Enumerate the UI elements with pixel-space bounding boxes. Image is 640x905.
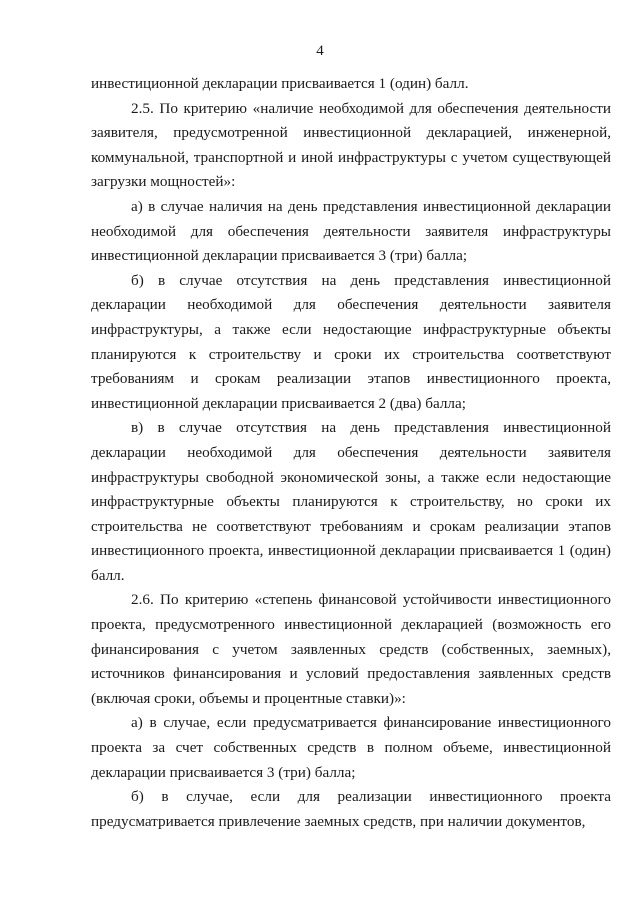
- paragraph-2-5: 2.5. По критерию «наличие необходимой для обеспечения деятельности заявителя, предусмотренной инвестиционной декларацией, инженерной, коммунальной, транспортной и иной инфраструктуры с учетом существующей загрузки мощностей»:: [91, 99, 611, 191]
- paragraph-continuation: инвестиционной декларации присваивается 1 (один) балл.: [91, 75, 469, 92]
- paragraph-2-6: 2.6. По критерию «степень финансовой устойчивости инвестиционного проекта, предусмотренного инвестиционной декларацией (возможность его финансирования с учетом заявленных средств (собственных, заемных), источников финансирования и условий предоставления заявленных средств (включая сроки, объемы и процентные ставки)»:: [91, 591, 611, 707]
- paragraph-2-5-a: а) в случае наличия на день представления инвестиционной декларации необходимой для обеспечения деятельности заявителя инфраструктуры инвестиционной декларации присваивается 3 (три) балла;: [91, 197, 611, 265]
- document-body: [91, 72, 611, 834]
- paragraph-2-5-b: б) в случае отсутствия на день представления инвестиционной декларации необходимой для обеспечения деятельности заявителя инфраструктуры, а также если недостающие инфраструктурные объекты планируются к строительству и сроки их строительства соответствуют требованиям и срокам реализации этапов инвестиционного проекта, инвестиционной декларации присваивается 2 (два) балла;: [91, 271, 611, 412]
- paragraph-2-6-a: а) в случае, если предусматривается финансирование инвестиционного проекта за счет собственных средств в полном объеме, инвестиционной декларации присваивается 3 (три) балла;: [91, 714, 611, 781]
- paragraph-2-6-b: б) в случае, если для реализации инвестиционного проекта предусматривается привлечение заемных средств, при наличии документов,: [91, 788, 611, 830]
- page-number: 4: [316, 43, 324, 59]
- paragraph-2-5-v: в) в случае отсутствия на день представления инвестиционной декларации необходимой для обеспечения деятельности заявителя инфраструктуры свободной экономической зоны, а также если недостающие инфраструктурные объекты планируются к строительству, но сроки их строительства не соответствуют требованиям и срокам реализации этапов инвестиционного проекта, инвестиционной декларации присваивается 1 (один) балл.: [91, 419, 611, 584]
